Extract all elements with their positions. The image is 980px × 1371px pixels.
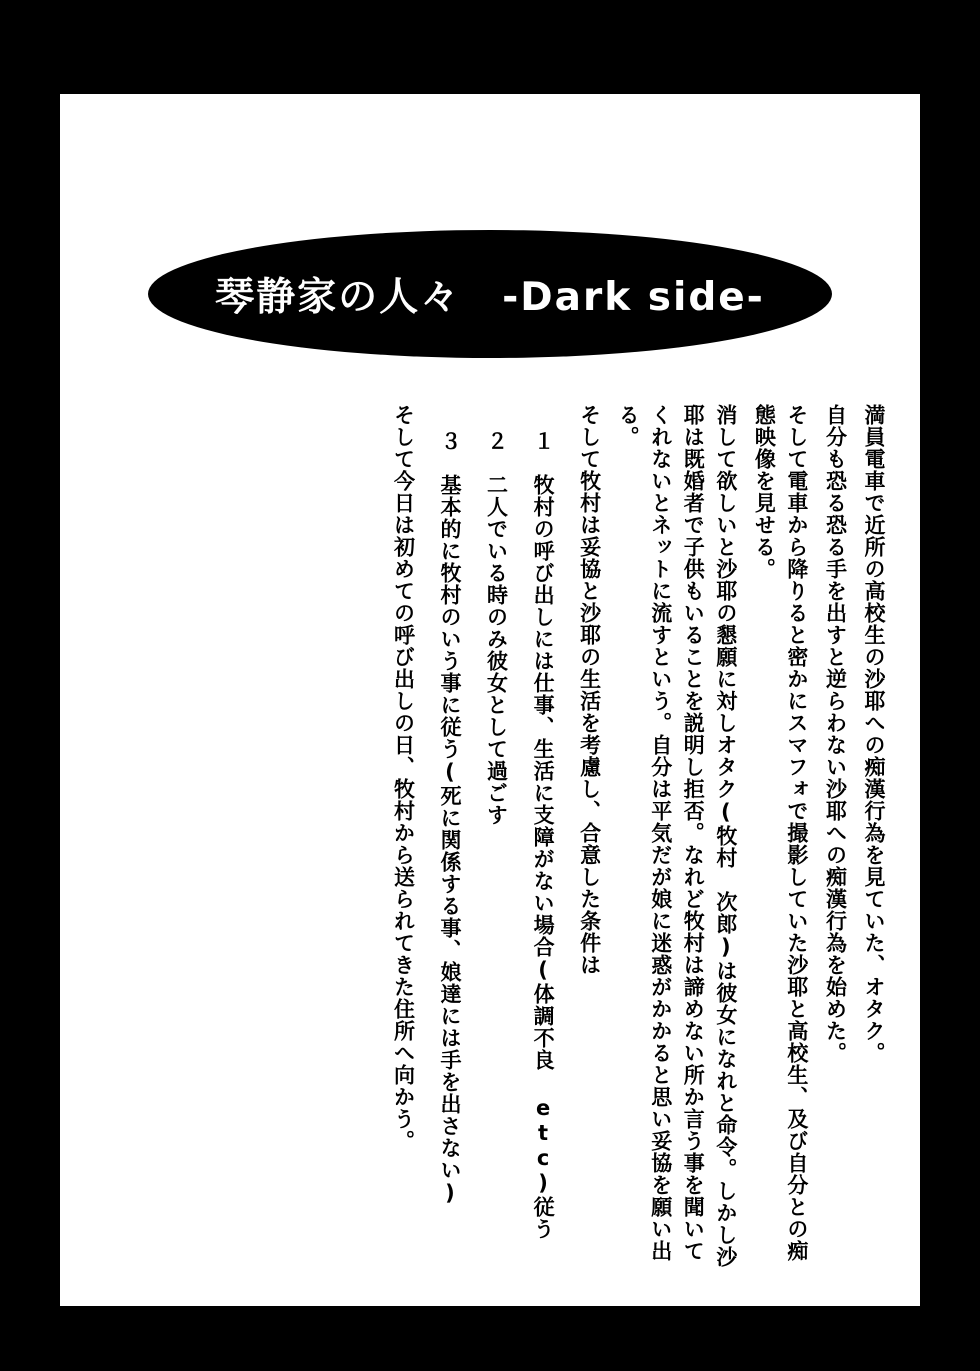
text-column-3: そして電車から降りると密かにスマフォで撮影していた沙耶と高校生、及び自分との痴態映像を見せる。 bbox=[752, 404, 809, 1262]
text-column-1: 満員電車で近所の高校生の沙耶への痴漢行為を見ていた、オタク。 bbox=[862, 404, 886, 1064]
page-title: 琴静家の人々 -Dark side- bbox=[215, 275, 765, 320]
text-column-2: 自分も恐る恐る手を出すと逆らわない沙耶への痴漢行為を始めた。 bbox=[823, 404, 848, 1064]
text-column-4: 消して欲しいと沙耶の懇願に対しオタク(牧村 次郎)は彼女になれと命令。しかし沙耶は既婚者で子供もいることを説明し拒否。なれど牧村は諦めない所か言う事を聞いてくれないとネットに流すという。自分は平気だが娘に迷惑がかかると思い妥協を願い出る。 bbox=[616, 404, 738, 1268]
text-column-9: そして今日は初めての呼び出しの日、牧村から送られてきた住所へ向かう。 bbox=[391, 404, 416, 1152]
title-banner bbox=[148, 230, 832, 358]
page-sheet bbox=[60, 94, 920, 1306]
text-column-7: ２ 二人でいる時のみ彼女として過ごす bbox=[484, 430, 509, 826]
body-text-area bbox=[100, 404, 890, 1274]
text-column-6: １ 牧村の呼び出しには仕事、生活に支障がない場合(体調不良 etc)従う bbox=[531, 430, 556, 1240]
text-column-8: ３ 基本的に牧村のいう事に従う(死に関係する事、娘達には手を出さない) bbox=[437, 430, 462, 1206]
text-column-5: そして牧村は妥協と沙耶の生活を考慮し、合意した条件は bbox=[577, 404, 602, 976]
